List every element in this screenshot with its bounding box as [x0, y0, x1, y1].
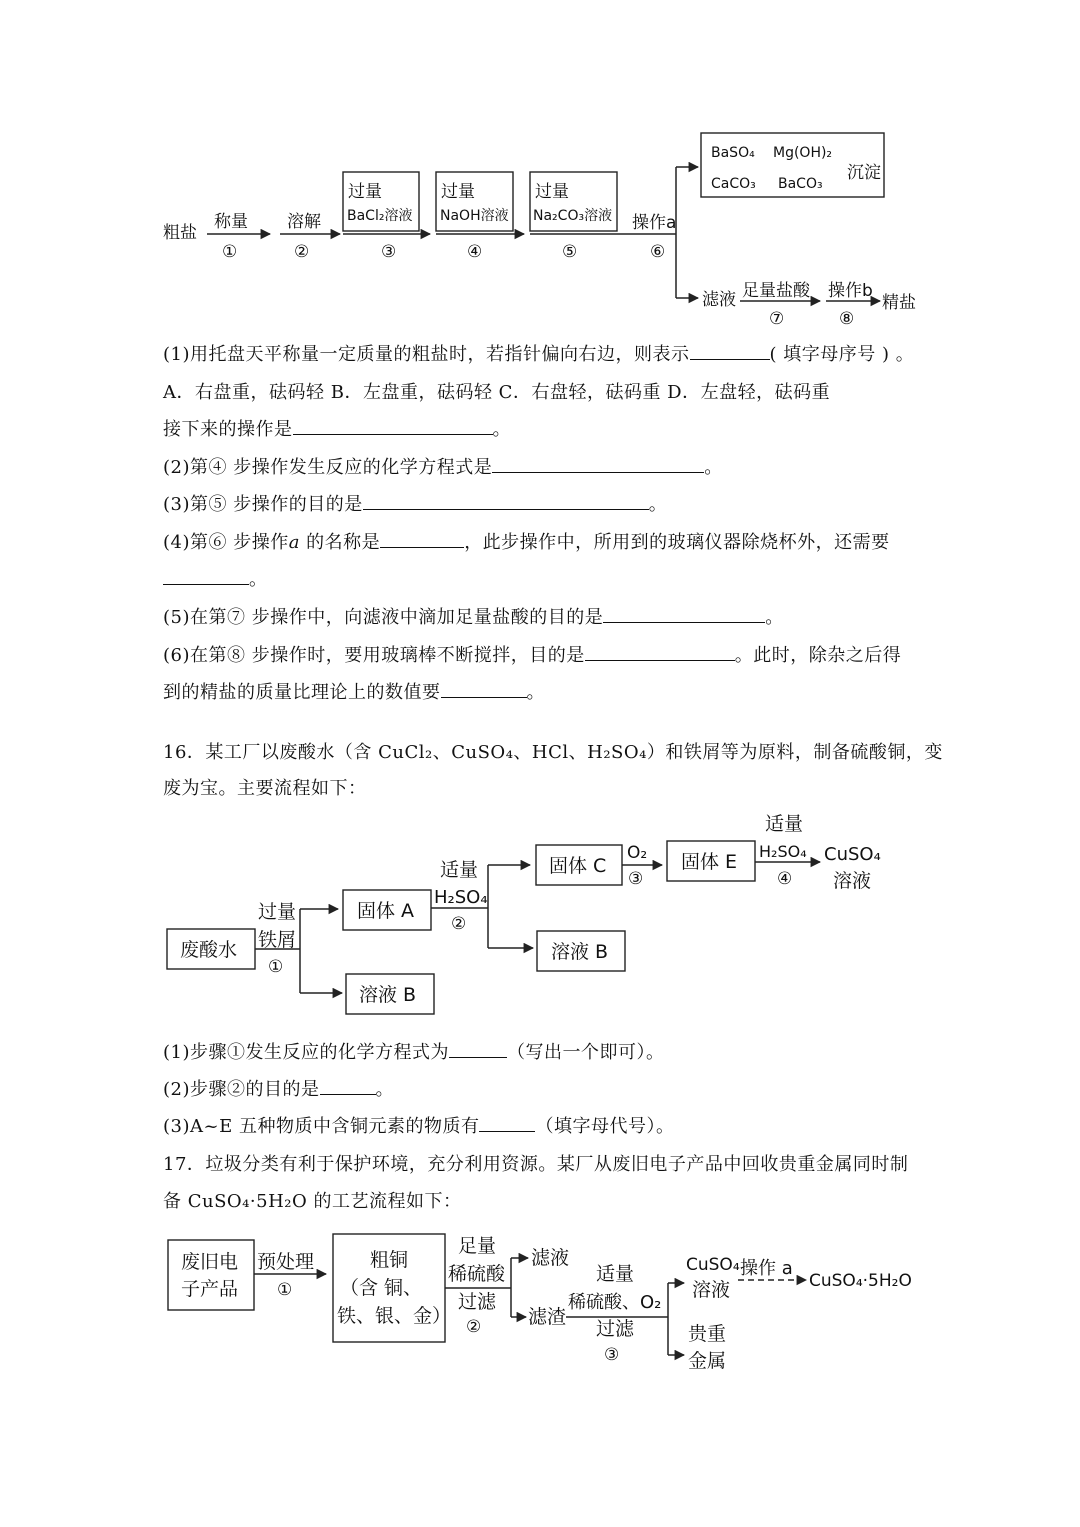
step1-number: ①	[268, 957, 284, 977]
step4-number: ④	[467, 242, 483, 262]
cuso4-line2: 溶液	[692, 1279, 731, 1301]
answer-blank[interactable]	[363, 491, 649, 510]
step3-top: O₂	[627, 843, 648, 863]
box4-line2: NaOH溶液	[440, 208, 509, 224]
answer-blank[interactable]	[585, 642, 735, 661]
q16-stem-line2: 废为宝。主要流程如下：	[163, 778, 367, 799]
step2-number: ②	[466, 1317, 482, 1337]
box3-line2: BaCl₂溶液	[347, 208, 413, 224]
answer-blank[interactable]	[603, 604, 765, 623]
product-line1: CuSO₄	[824, 844, 881, 865]
q16-q2: (2)步骤②的目的是 。	[163, 1075, 394, 1101]
waste-acid-label: 废酸水	[180, 939, 238, 961]
metal-line1: 贵重	[688, 1323, 727, 1345]
copper-sulfate-flowchart	[0, 800, 1080, 1025]
step5-number: ⑤	[562, 242, 578, 262]
answer-blank[interactable]	[380, 529, 464, 548]
residue-label: 滤渣	[528, 1306, 567, 1328]
step2-number: ②	[451, 914, 467, 934]
box3-line1: 过量	[348, 182, 382, 202]
answer-blank[interactable]	[449, 1039, 507, 1058]
box2-line3: 铁、银、金）	[337, 1305, 452, 1327]
q15-line5: (3)第⑤ 步操作的目的是 。	[163, 490, 667, 516]
salt-purification-flowchart	[0, 0, 1080, 335]
box4-line1: 过量	[441, 182, 475, 202]
step4-number: ④	[777, 869, 793, 889]
box5-line2: Na₂CO₃溶液	[533, 208, 613, 224]
product-label: CuSO₄·5H₂O	[809, 1271, 912, 1291]
box1-line1: 废旧电	[181, 1251, 239, 1273]
answer-blank[interactable]	[163, 566, 249, 585]
step1-number: ①	[277, 1280, 293, 1300]
precipitate-mgoh2: Mg(OH)₂	[773, 145, 833, 161]
step3-top2: 稀硫酸、O₂	[568, 1292, 662, 1313]
step6-number: ⑥	[650, 242, 666, 262]
step3-top1: 适量	[596, 1263, 635, 1285]
q15-line6: (4)第⑥ 步操作a 的名称是 ，此步操作中，所用到的玻璃仪器除烧杯外，还需要	[163, 528, 890, 554]
q15-line10: 到的精盐的质量比理论上的数值要 。	[163, 678, 545, 704]
step7-number: ⑦	[769, 309, 785, 329]
q16-q3: (3)A~E 五种物质中含铜元素的物质有 （填字母代号）。	[163, 1112, 674, 1138]
step3-number: ③	[628, 869, 644, 889]
answer-blank[interactable]	[479, 1113, 535, 1132]
q15-line7: 。	[163, 565, 268, 591]
precipitate-baco3: BaCO₃	[778, 176, 823, 192]
q15-options: A．右盘重，砝码轻 B．左盘重，砝码轻 C．右盘轻，砝码重 D．左盘轻，砝码重	[163, 382, 831, 403]
q16-stem-line1: 16．某工厂以废酸水（含 CuCl₂、CuSO₄、HCl、H₂SO₄）和铁屑等为原料，制备硫酸铜，变	[163, 742, 943, 763]
step8-number: ⑧	[839, 309, 855, 329]
q15-line3: 接下来的操作是 。	[163, 415, 511, 441]
q15-line8: (5)在第⑦ 步操作中，向滤液中滴加足量盐酸的目的是 。	[163, 603, 784, 629]
answer-blank[interactable]	[690, 341, 770, 360]
step2-number: ②	[294, 242, 310, 262]
step4-top: 适量	[765, 813, 804, 835]
step2-top1: 足量	[458, 1235, 497, 1257]
q15-line9: (6)在第⑧ 步操作时，要用玻璃棒不断搅拌，目的是 。此时，除杂之后得	[163, 641, 901, 667]
precipitate-baso4: BaSO₄	[711, 145, 755, 161]
filtrate-label: 滤液	[531, 1247, 570, 1269]
answer-blank[interactable]	[293, 416, 493, 435]
solid-a-label: 固体 A	[357, 900, 415, 922]
step1-label: 称量	[214, 212, 248, 232]
solid-c-label: 固体 C	[549, 855, 607, 877]
product-line2: 溶液	[833, 870, 872, 892]
step1-number: ①	[222, 242, 238, 262]
step2-top: 适量	[440, 859, 479, 881]
operation-a-label: 操作a	[632, 213, 677, 233]
step1-mid: 铁屑	[258, 929, 297, 951]
box2-line1: 粗铜	[370, 1249, 409, 1271]
step4-mid: H₂SO₄	[759, 842, 807, 861]
precipitate-caco3: CaCO₃	[711, 176, 756, 192]
step2-top2: 稀硫酸	[448, 1263, 506, 1285]
step2-label: 溶解	[287, 212, 321, 232]
precipitate-label: 沉淀	[847, 163, 881, 183]
answer-blank[interactable]	[492, 454, 704, 473]
start-label: 粗盐	[163, 223, 197, 243]
operation-a-label: 操作 a	[740, 1258, 793, 1279]
q17-stem-line1: 17．垃圾分类有利于保护环境，充分利用资源。某厂从废旧电子产品中回收贵重金属同时制	[163, 1154, 909, 1175]
box2-line2: （含 铜、	[340, 1277, 423, 1299]
step1-top: 过量	[258, 901, 297, 923]
end-label: 精盐	[882, 293, 916, 313]
solution-b-label-2: 溶液 B	[551, 941, 609, 963]
hcl-label: 足量盐酸	[742, 281, 810, 301]
step2-bottom: 过滤	[458, 1291, 497, 1313]
q17-stem-line2: 备 CuSO₄·5H₂O 的工艺流程如下：	[163, 1191, 462, 1212]
recycling-flowchart	[0, 1225, 1080, 1385]
solution-b-label-1: 溶液 B	[359, 984, 417, 1006]
step2-mid: H₂SO₄	[434, 887, 488, 908]
solid-e-label: 固体 E	[681, 851, 738, 873]
metal-line2: 金属	[688, 1350, 727, 1372]
q15-line1: (1)用托盘天平称量一定质量的粗盐时，若指针偏向右边，则表示 ( 填字母序号 ) 。	[163, 340, 914, 366]
filtrate-label: 滤液	[702, 290, 736, 310]
answer-blank[interactable]	[320, 1076, 376, 1095]
step3-bottom: 过滤	[596, 1318, 635, 1340]
cuso4-line1: CuSO₄	[686, 1255, 740, 1275]
step3-number: ③	[604, 1345, 620, 1365]
answer-blank[interactable]	[441, 679, 527, 698]
operation-b-label: 操作b	[828, 281, 873, 301]
q16-q1: (1)步骤①发生反应的化学方程式为 （写出一个即可）。	[163, 1038, 665, 1064]
q15-line4: (2)第④ 步操作发生反应的化学方程式是 。	[163, 453, 723, 479]
step1-top: 预处理	[257, 1251, 315, 1273]
box5-line1: 过量	[535, 182, 569, 202]
step3-number: ③	[381, 242, 397, 262]
box1-line2: 子产品	[181, 1278, 239, 1300]
